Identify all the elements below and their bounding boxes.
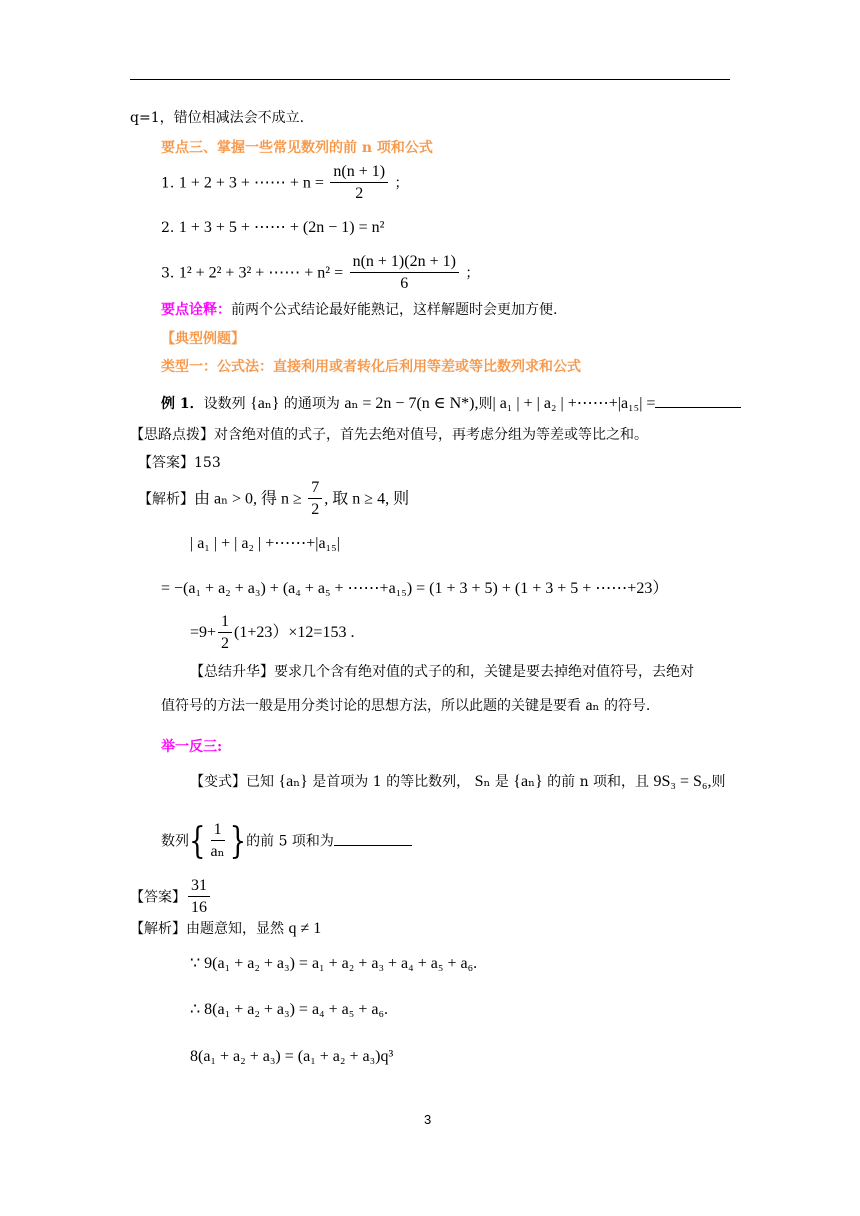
solution-1-numerator: 7 — [308, 478, 322, 499]
answer-2-numerator: 31 — [188, 876, 210, 897]
solution-2-label: 【解析】 — [130, 921, 186, 937]
variant-2-text-a: 数列 — [161, 833, 189, 850]
formula-1 — [161, 162, 409, 205]
answer-2-line — [130, 876, 212, 919]
typical-examples-heading: 【典型例题】 — [161, 331, 245, 347]
summary-text-2b: 的符号. — [603, 698, 651, 714]
example-1-sum: | a₁ | + | a₂ | +⋯⋯+|a₁₅| = — [492, 395, 656, 412]
solution-1-label: 【解析】 — [138, 491, 194, 508]
variant-line-2 — [161, 820, 412, 863]
note-text: 前两个公式结论最好能熟记，这样解题时会更加方便. — [231, 302, 558, 318]
type-one-heading: 类型一：公式法：直接利用或者转化后利用等差或等比数列求和公式 — [161, 359, 581, 375]
variant-sn: Sₙ — [474, 773, 491, 790]
summary-variable: aₙ — [585, 697, 600, 714]
formula-1-index: 1. — [161, 175, 175, 192]
example-1-formula: aₙ = 2n − 7(n ∈ N*), — [344, 395, 479, 412]
formula-1-fraction — [330, 162, 388, 205]
header-rule — [130, 79, 730, 80]
formula-2-expr: 1 + 3 + 5 + ⋯⋯ + (2n − 1) = n² — [178, 219, 385, 236]
summary-line-1 — [190, 662, 694, 682]
variant-sequence: {aₙ} — [278, 773, 308, 790]
example-1-text-b: 的通项为 — [283, 396, 340, 412]
formula-3-denominator: 6 — [400, 275, 409, 292]
step-3-numerator: 1 — [218, 612, 232, 633]
variant-text-d: 的前 n 项和，且 — [547, 774, 650, 790]
solution-1-text-b: , 取 n ≥ 4, 则 — [324, 490, 410, 508]
variant-2-numerator: 1 — [211, 820, 225, 841]
variant-label: 【变式】 — [190, 774, 246, 790]
therefore-line: ∴ 8(a₁ + a₂ + a₃) = a₄ + a₅ + a₆. — [190, 1001, 389, 1018]
example-1-text-a: 设数列 — [203, 396, 246, 412]
practice-heading: 举一反三: — [161, 739, 223, 755]
answer-1-value: 153 — [194, 455, 221, 471]
page-number: 3 — [424, 1112, 432, 1127]
summary-label: 【总结升华】 — [190, 664, 274, 680]
variant-text-e: 则 — [711, 774, 726, 790]
note-label: 要点诠释： — [161, 302, 231, 318]
answer-1-line — [138, 453, 221, 473]
summary-text-1: 要求几个含有绝对值的式子的和，关键是要去掉绝对值符号，去绝对 — [274, 664, 694, 680]
section-heading: 要点三、掌握一些常见数列的前 n 项和公式 — [161, 140, 433, 156]
solution-1-line — [138, 478, 409, 521]
variant-2-fraction — [208, 820, 228, 863]
formula-2 — [161, 218, 384, 238]
solution-1-step-2: = −(a₁ + a₂ + a₃) + (a₄ + a₅ + ⋯⋯+a₁₅) = (1 + 3 + 5) + (1 + 3 + 5 + ⋯⋯+23） — [161, 580, 669, 597]
solution-2-line — [130, 919, 321, 939]
formula-1-denominator: 2 — [355, 185, 364, 202]
answer-blank — [655, 407, 741, 408]
example-1 — [161, 394, 741, 414]
formula-3-fraction — [350, 252, 459, 295]
solution-1-text-a: 由 aₙ > 0, 得 n ≥ — [194, 490, 302, 508]
variant-line-1 — [190, 772, 726, 792]
solution-2-text: 由题意知，显然 — [186, 921, 284, 937]
solution-1-fraction — [308, 478, 322, 521]
answer-1-label: 【答案】 — [138, 455, 194, 471]
solution-1-step-1: | a₁ | + | a₂ | +⋯⋯+|a₁₅| — [190, 535, 340, 552]
variant-sequence-2: {aₙ} — [513, 773, 543, 790]
text-line: q=1，错位相减法会不成立. — [130, 110, 305, 126]
formula-3-numerator: n(n + 1)(2n + 1) — [350, 252, 459, 273]
step-3-denominator: 2 — [221, 635, 230, 652]
ratio-line: 8(a₁ + a₂ + a₃) = (a₁ + a₂ + a₃)q³ — [190, 1048, 394, 1065]
right-brace: } — [229, 820, 247, 863]
variant-text-a: 已知 — [246, 774, 274, 790]
hint-line — [130, 425, 648, 445]
answer-2-fraction — [188, 876, 210, 919]
formula-2-index: 2. — [161, 220, 175, 236]
hint-label: 【思路点拨】 — [130, 427, 214, 443]
variant-text-c: 是 — [494, 774, 509, 790]
answer-2-denominator: 16 — [191, 899, 207, 916]
formula-1-numerator: n(n + 1) — [330, 162, 388, 183]
example-1-sequence: {aₙ} — [250, 395, 280, 412]
summary-line-2 — [161, 696, 650, 716]
variant-text-b: 是首项为 1 的等比数列， — [312, 774, 471, 790]
step-3-prefix: =9+ — [190, 624, 217, 642]
because-line: ∵ 9(a₁ + a₂ + a₃) = a₁ + a₂ + a₃ + a₄ + a₅ + a₆. — [190, 955, 478, 972]
example-1-label: 例 1． — [161, 396, 204, 412]
left-brace: { — [189, 820, 206, 863]
variant-answer-blank — [334, 845, 412, 846]
solution-1-step-3 — [190, 612, 354, 655]
answer-2-label: 【答案】 — [130, 889, 186, 906]
summary-text-2a: 值符号的方法一般是用分类讨论的思想方法，所以此题的关键是要看 — [161, 698, 581, 714]
hint-text: 对含绝对值的式子，首先去绝对值号，再考虑分组为等差或等比之和。 — [214, 427, 648, 443]
formula-1-tail: ； — [394, 175, 409, 192]
solution-2-expr: q ≠ 1 — [288, 920, 322, 937]
step-3-suffix: (1+23）×12=153 . — [234, 624, 355, 642]
variant-equation: 9S₃ = S₆, — [653, 773, 712, 790]
example-1-text-c: 则 — [478, 396, 493, 412]
formula-1-lhs: 1 + 2 + 3 + ⋯⋯ + n = — [178, 174, 324, 192]
variant-2-denominator: aₙ — [210, 843, 225, 860]
formula-3-index: 3. — [161, 265, 175, 282]
step-3-fraction — [218, 612, 232, 655]
formula-3-lhs: 1² + 2² + 3² + ⋯⋯ + n² = — [178, 264, 344, 282]
variant-2-text-b: 的前 5 项和为 — [246, 833, 334, 850]
note-line — [161, 300, 557, 320]
formula-3-tail: ； — [465, 265, 480, 282]
solution-1-denominator: 2 — [311, 501, 320, 518]
formula-3 — [161, 252, 479, 295]
